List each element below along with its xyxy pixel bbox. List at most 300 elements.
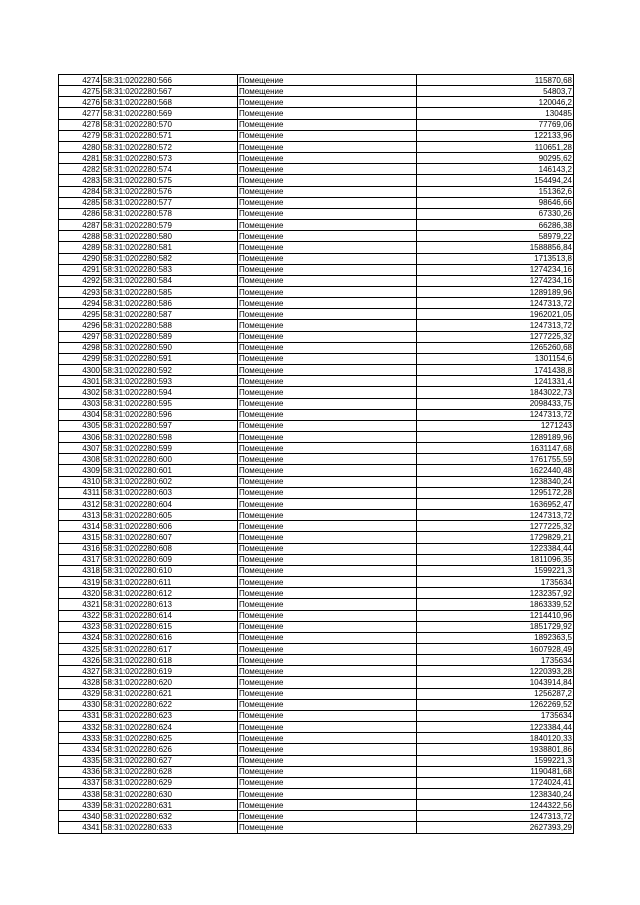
table-row [59, 231, 574, 242]
object-type-cell: Помещение [238, 710, 417, 721]
object-type-cell: Помещение [238, 621, 417, 632]
object-type-cell: Помещение [238, 588, 417, 599]
row-number-cell: 4310 [59, 476, 102, 487]
cadastral-number-cell: 58:31:0202280:584 [102, 275, 238, 286]
table-row [59, 588, 574, 599]
cadastral-value-cell: 1938801,86 [417, 744, 574, 755]
cadastral-number-cell: 58:31:0202280:633 [102, 822, 238, 833]
object-type-cell: Помещение [238, 643, 417, 654]
cadastral-value-cell: 1232357,92 [417, 588, 574, 599]
row-number-cell: 4290 [59, 253, 102, 264]
cadastral-value-cell: 67330,26 [417, 208, 574, 219]
object-type-cell: Помещение [238, 510, 417, 521]
row-number-cell: 4285 [59, 197, 102, 208]
cadastral-number-cell: 58:31:0202280:593 [102, 376, 238, 387]
cadastral-number-cell: 58:31:0202280:574 [102, 164, 238, 175]
cadastral-value-cell: 1843022,73 [417, 387, 574, 398]
table-row [59, 331, 574, 342]
row-number-cell: 4301 [59, 376, 102, 387]
object-type-cell: Помещение [238, 186, 417, 197]
table-row [59, 744, 574, 755]
table-row [59, 141, 574, 152]
object-type-cell: Помещение [238, 822, 417, 833]
cadastral-value-cell: 1247313,72 [417, 298, 574, 309]
cadastral-value-cell: 1741438,8 [417, 365, 574, 376]
table-row [59, 800, 574, 811]
cadastral-value-cell: 90295,62 [417, 153, 574, 164]
row-number-cell: 4340 [59, 811, 102, 822]
cadastral-number-cell: 58:31:0202280:623 [102, 710, 238, 721]
row-number-cell: 4336 [59, 766, 102, 777]
cadastral-value-cell: 2098433,75 [417, 398, 574, 409]
row-number-cell: 4297 [59, 331, 102, 342]
table-row [59, 666, 574, 677]
object-type-cell: Помещение [238, 677, 417, 688]
cadastral-number-cell: 58:31:0202280:589 [102, 331, 238, 342]
table-row [59, 766, 574, 777]
cadastral-value-cell: 1892363,5 [417, 632, 574, 643]
cadastral-number-cell: 58:31:0202280:619 [102, 666, 238, 677]
cadastral-value-cell: 1851729,92 [417, 621, 574, 632]
cadastral-value-cell: 1301154,6 [417, 353, 574, 364]
row-number-cell: 4337 [59, 777, 102, 788]
table-row [59, 186, 574, 197]
table-row [59, 108, 574, 119]
cadastral-value-cell: 1274234,16 [417, 264, 574, 275]
row-number-cell: 4330 [59, 699, 102, 710]
row-number-cell: 4288 [59, 231, 102, 242]
row-number-cell: 4296 [59, 320, 102, 331]
object-type-cell: Помещение [238, 476, 417, 487]
table-row [59, 253, 574, 264]
table-row [59, 86, 574, 97]
table-row [59, 119, 574, 130]
cadastral-value-cell: 1247313,72 [417, 811, 574, 822]
cadastral-number-cell: 58:31:0202280:632 [102, 811, 238, 822]
cadastral-value-cell: 120046,2 [417, 97, 574, 108]
cadastral-value-cell: 1289189,96 [417, 432, 574, 443]
cadastral-number-cell: 58:31:0202280:571 [102, 130, 238, 141]
table-row [59, 286, 574, 297]
cadastral-value-cell: 1840120,33 [417, 733, 574, 744]
cadastral-number-cell: 58:31:0202280:590 [102, 342, 238, 353]
row-number-cell: 4334 [59, 744, 102, 755]
object-type-cell: Помещение [238, 666, 417, 677]
object-type-cell: Помещение [238, 264, 417, 275]
cadastral-value-cell: 1274234,16 [417, 275, 574, 286]
cadastral-value-cell: 1599221,3 [417, 565, 574, 576]
cadastral-value-cell: 1220393,28 [417, 666, 574, 677]
cadastral-value-cell: 1271243 [417, 420, 574, 431]
cadastral-number-cell: 58:31:0202280:620 [102, 677, 238, 688]
row-number-cell: 4318 [59, 565, 102, 576]
cadastral-number-cell: 58:31:0202280:606 [102, 521, 238, 532]
row-number-cell: 4313 [59, 510, 102, 521]
cadastral-number-cell: 58:31:0202280:578 [102, 208, 238, 219]
cadastral-value-cell: 1863339,52 [417, 599, 574, 610]
row-number-cell: 4291 [59, 264, 102, 275]
cadastral-number-cell: 58:31:0202280:625 [102, 733, 238, 744]
table-row [59, 699, 574, 710]
cadastral-number-cell: 58:31:0202280:586 [102, 298, 238, 309]
row-number-cell: 4319 [59, 577, 102, 588]
cadastral-value-cell: 146143,2 [417, 164, 574, 175]
cadastral-number-cell: 58:31:0202280:597 [102, 420, 238, 431]
object-type-cell: Помещение [238, 420, 417, 431]
object-type-cell: Помещение [238, 275, 417, 286]
row-number-cell: 4292 [59, 275, 102, 286]
cadastral-value-cell: 1244322,56 [417, 800, 574, 811]
cadastral-number-cell: 58:31:0202280:630 [102, 789, 238, 800]
row-number-cell: 4324 [59, 632, 102, 643]
row-number-cell: 4339 [59, 800, 102, 811]
row-number-cell: 4293 [59, 286, 102, 297]
row-number-cell: 4284 [59, 186, 102, 197]
cadastral-value-cell: 1735634 [417, 577, 574, 588]
table-row [59, 242, 574, 253]
object-type-cell: Помещение [238, 320, 417, 331]
table-row [59, 643, 574, 654]
row-number-cell: 4338 [59, 789, 102, 800]
object-type-cell: Помещение [238, 699, 417, 710]
object-type-cell: Помещение [238, 97, 417, 108]
object-type-cell: Помещение [238, 409, 417, 420]
cadastral-number-cell: 58:31:0202280:588 [102, 320, 238, 331]
table-row [59, 454, 574, 465]
table-body [59, 75, 574, 834]
cadastral-number-cell: 58:31:0202280:600 [102, 454, 238, 465]
cadastral-value-cell: 115870,68 [417, 75, 574, 86]
object-type-cell: Помещение [238, 197, 417, 208]
row-number-cell: 4323 [59, 621, 102, 632]
table-row [59, 543, 574, 554]
object-type-cell: Помещение [238, 75, 417, 86]
row-number-cell: 4286 [59, 208, 102, 219]
object-type-cell: Помещение [238, 309, 417, 320]
object-type-cell: Помещение [238, 331, 417, 342]
cadastral-value-cell: 1247313,72 [417, 510, 574, 521]
cadastral-number-cell: 58:31:0202280:596 [102, 409, 238, 420]
cadastral-number-cell: 58:31:0202280:609 [102, 554, 238, 565]
object-type-cell: Помещение [238, 755, 417, 766]
table-row [59, 387, 574, 398]
cadastral-value-cell: 1729829,21 [417, 532, 574, 543]
object-type-cell: Помещение [238, 521, 417, 532]
object-type-cell: Помещение [238, 632, 417, 643]
cadastral-number-cell: 58:31:0202280:573 [102, 153, 238, 164]
cadastral-value-cell: 1265260,68 [417, 342, 574, 353]
table-row [59, 97, 574, 108]
cadastral-value-cell: 1713513,8 [417, 253, 574, 264]
row-number-cell: 4277 [59, 108, 102, 119]
cadastral-value-cell: 130485 [417, 108, 574, 119]
cadastral-value-cell: 1622440,48 [417, 465, 574, 476]
cadastral-value-cell: 110651,28 [417, 141, 574, 152]
cadastral-value-cell: 1223384,44 [417, 543, 574, 554]
table-row [59, 655, 574, 666]
cadastral-number-cell: 58:31:0202280:595 [102, 398, 238, 409]
cadastral-number-cell: 58:31:0202280:579 [102, 220, 238, 231]
object-type-cell: Помещение [238, 130, 417, 141]
table-row [59, 275, 574, 286]
cadastral-value-cell: 1289189,96 [417, 286, 574, 297]
cadastral-value-cell: 98646,66 [417, 197, 574, 208]
cadastral-number-cell: 58:31:0202280:582 [102, 253, 238, 264]
row-number-cell: 4332 [59, 722, 102, 733]
object-type-cell: Помещение [238, 286, 417, 297]
cadastral-value-cell: 1043914,84 [417, 677, 574, 688]
cadastral-number-cell: 58:31:0202280:611 [102, 577, 238, 588]
row-number-cell: 4275 [59, 86, 102, 97]
cadastral-number-cell: 58:31:0202280:568 [102, 97, 238, 108]
object-type-cell: Помещение [238, 387, 417, 398]
cadastral-value-cell: 122133,96 [417, 130, 574, 141]
table-row [59, 599, 574, 610]
cadastral-value-cell: 1262269,52 [417, 699, 574, 710]
cadastral-number-cell: 58:31:0202280:591 [102, 353, 238, 364]
cadastral-value-cell: 1277225,32 [417, 331, 574, 342]
row-number-cell: 4300 [59, 365, 102, 376]
cadastral-number-cell: 58:31:0202280:585 [102, 286, 238, 297]
table-row [59, 197, 574, 208]
table-row [59, 610, 574, 621]
row-number-cell: 4302 [59, 387, 102, 398]
cadastral-value-cell: 77769,06 [417, 119, 574, 130]
cadastral-number-cell: 58:31:0202280:627 [102, 755, 238, 766]
table-row [59, 353, 574, 364]
row-number-cell: 4326 [59, 655, 102, 666]
object-type-cell: Помещение [238, 432, 417, 443]
cadastral-value-cell: 1247313,72 [417, 320, 574, 331]
cadastral-number-cell: 58:31:0202280:624 [102, 722, 238, 733]
row-number-cell: 4276 [59, 97, 102, 108]
cadastral-number-cell: 58:31:0202280:577 [102, 197, 238, 208]
cadastral-value-cell: 1636952,47 [417, 498, 574, 509]
cadastral-value-cell: 1735634 [417, 710, 574, 721]
cadastral-number-cell: 58:31:0202280:587 [102, 309, 238, 320]
cadastral-value-cell: 1238340,24 [417, 789, 574, 800]
row-number-cell: 4289 [59, 242, 102, 253]
table-row [59, 621, 574, 632]
cadastral-value-cell: 1811096,35 [417, 554, 574, 565]
row-number-cell: 4341 [59, 822, 102, 833]
object-type-cell: Помещение [238, 454, 417, 465]
row-number-cell: 4328 [59, 677, 102, 688]
row-number-cell: 4333 [59, 733, 102, 744]
cadastral-number-cell: 58:31:0202280:615 [102, 621, 238, 632]
table-row [59, 365, 574, 376]
object-type-cell: Помещение [238, 164, 417, 175]
object-type-cell: Помещение [238, 86, 417, 97]
row-number-cell: 4314 [59, 521, 102, 532]
table-row [59, 565, 574, 576]
cadastral-value-cell: 66286,38 [417, 220, 574, 231]
row-number-cell: 4283 [59, 175, 102, 186]
object-type-cell: Помещение [238, 766, 417, 777]
row-number-cell: 4331 [59, 710, 102, 721]
cadastral-value-table [58, 74, 574, 834]
table-row [59, 376, 574, 387]
table-row [59, 420, 574, 431]
table-row [59, 789, 574, 800]
cadastral-value-cell: 1735634 [417, 655, 574, 666]
cadastral-value-cell: 1724024,41 [417, 777, 574, 788]
cadastral-number-cell: 58:31:0202280:583 [102, 264, 238, 275]
row-number-cell: 4309 [59, 465, 102, 476]
row-number-cell: 4303 [59, 398, 102, 409]
row-number-cell: 4298 [59, 342, 102, 353]
object-type-cell: Помещение [238, 811, 417, 822]
cadastral-number-cell: 58:31:0202280:605 [102, 510, 238, 521]
table-row [59, 688, 574, 699]
cadastral-number-cell: 58:31:0202280:575 [102, 175, 238, 186]
table-row [59, 710, 574, 721]
cadastral-value-cell: 151362,6 [417, 186, 574, 197]
object-type-cell: Помещение [238, 298, 417, 309]
cadastral-number-cell: 58:31:0202280:607 [102, 532, 238, 543]
cadastral-value-cell: 1631147,68 [417, 443, 574, 454]
cadastral-number-cell: 58:31:0202280:631 [102, 800, 238, 811]
cadastral-value-cell: 1247313,72 [417, 409, 574, 420]
table-row [59, 443, 574, 454]
table-row [59, 220, 574, 231]
row-number-cell: 4308 [59, 454, 102, 465]
row-number-cell: 4316 [59, 543, 102, 554]
object-type-cell: Помещение [238, 543, 417, 554]
object-type-cell: Помещение [238, 153, 417, 164]
cadastral-value-cell: 1223384,44 [417, 722, 574, 733]
table-row [59, 409, 574, 420]
row-number-cell: 4335 [59, 755, 102, 766]
object-type-cell: Помещение [238, 342, 417, 353]
cadastral-value-cell: 1761755,59 [417, 454, 574, 465]
table-row [59, 465, 574, 476]
object-type-cell: Помещение [238, 231, 417, 242]
object-type-cell: Помещение [238, 498, 417, 509]
table-row [59, 677, 574, 688]
cadastral-value-cell: 58979,22 [417, 231, 574, 242]
cadastral-number-cell: 58:31:0202280:569 [102, 108, 238, 119]
table-row [59, 320, 574, 331]
cadastral-number-cell: 58:31:0202280:592 [102, 365, 238, 376]
cadastral-number-cell: 58:31:0202280:594 [102, 387, 238, 398]
row-number-cell: 4329 [59, 688, 102, 699]
cadastral-number-cell: 58:31:0202280:614 [102, 610, 238, 621]
row-number-cell: 4305 [59, 420, 102, 431]
cadastral-number-cell: 58:31:0202280:572 [102, 141, 238, 152]
cadastral-number-cell: 58:31:0202280:604 [102, 498, 238, 509]
object-type-cell: Помещение [238, 565, 417, 576]
object-type-cell: Помещение [238, 242, 417, 253]
row-number-cell: 4274 [59, 75, 102, 86]
cadastral-value-cell: 1256287,2 [417, 688, 574, 699]
row-number-cell: 4304 [59, 409, 102, 420]
cadastral-value-cell: 1241331,4 [417, 376, 574, 387]
object-type-cell: Помещение [238, 688, 417, 699]
cadastral-value-cell: 2627393,29 [417, 822, 574, 833]
table-row [59, 487, 574, 498]
object-type-cell: Помещение [238, 398, 417, 409]
object-type-cell: Помещение [238, 733, 417, 744]
table-row [59, 153, 574, 164]
object-type-cell: Помещение [238, 577, 417, 588]
object-type-cell: Помещение [238, 365, 417, 376]
cadastral-number-cell: 58:31:0202280:626 [102, 744, 238, 755]
object-type-cell: Помещение [238, 744, 417, 755]
cadastral-number-cell: 58:31:0202280:610 [102, 565, 238, 576]
table-row [59, 777, 574, 788]
table-row [59, 398, 574, 409]
cadastral-number-cell: 58:31:0202280:616 [102, 632, 238, 643]
object-type-cell: Помещение [238, 487, 417, 498]
row-number-cell: 4307 [59, 443, 102, 454]
table-row [59, 755, 574, 766]
object-type-cell: Помещение [238, 220, 417, 231]
row-number-cell: 4320 [59, 588, 102, 599]
row-number-cell: 4280 [59, 141, 102, 152]
object-type-cell: Помещение [238, 789, 417, 800]
table-row [59, 75, 574, 86]
object-type-cell: Помещение [238, 253, 417, 264]
object-type-cell: Помещение [238, 108, 417, 119]
row-number-cell: 4317 [59, 554, 102, 565]
object-type-cell: Помещение [238, 610, 417, 621]
object-type-cell: Помещение [238, 208, 417, 219]
cadastral-number-cell: 58:31:0202280:629 [102, 777, 238, 788]
cadastral-number-cell: 58:31:0202280:580 [102, 231, 238, 242]
cadastral-number-cell: 58:31:0202280:617 [102, 643, 238, 654]
row-number-cell: 4306 [59, 432, 102, 443]
object-type-cell: Помещение [238, 777, 417, 788]
cadastral-number-cell: 58:31:0202280:613 [102, 599, 238, 610]
cadastral-number-cell: 58:31:0202280:621 [102, 688, 238, 699]
cadastral-value-cell: 1588856,84 [417, 242, 574, 253]
row-number-cell: 4321 [59, 599, 102, 610]
cadastral-number-cell: 58:31:0202280:622 [102, 699, 238, 710]
cadastral-number-cell: 58:31:0202280:608 [102, 543, 238, 554]
row-number-cell: 4312 [59, 498, 102, 509]
row-number-cell: 4282 [59, 164, 102, 175]
object-type-cell: Помещение [238, 599, 417, 610]
table-row [59, 208, 574, 219]
table-row [59, 722, 574, 733]
table-row [59, 298, 574, 309]
row-number-cell: 4322 [59, 610, 102, 621]
cadastral-value-cell: 1214410,96 [417, 610, 574, 621]
object-type-cell: Помещение [238, 175, 417, 186]
cadastral-number-cell: 58:31:0202280:628 [102, 766, 238, 777]
row-number-cell: 4311 [59, 487, 102, 498]
cadastral-value-cell: 1607928,49 [417, 643, 574, 654]
table-row [59, 532, 574, 543]
table-row [59, 264, 574, 275]
table-row [59, 811, 574, 822]
table-row [59, 476, 574, 487]
cadastral-number-cell: 58:31:0202280:603 [102, 487, 238, 498]
row-number-cell: 4281 [59, 153, 102, 164]
cadastral-number-cell: 58:31:0202280:567 [102, 86, 238, 97]
row-number-cell: 4299 [59, 353, 102, 364]
cadastral-number-cell: 58:31:0202280:570 [102, 119, 238, 130]
row-number-cell: 4294 [59, 298, 102, 309]
object-type-cell: Помещение [238, 119, 417, 130]
row-number-cell: 4279 [59, 130, 102, 141]
object-type-cell: Помещение [238, 800, 417, 811]
table-row [59, 175, 574, 186]
object-type-cell: Помещение [238, 554, 417, 565]
table-row [59, 510, 574, 521]
row-number-cell: 4327 [59, 666, 102, 677]
